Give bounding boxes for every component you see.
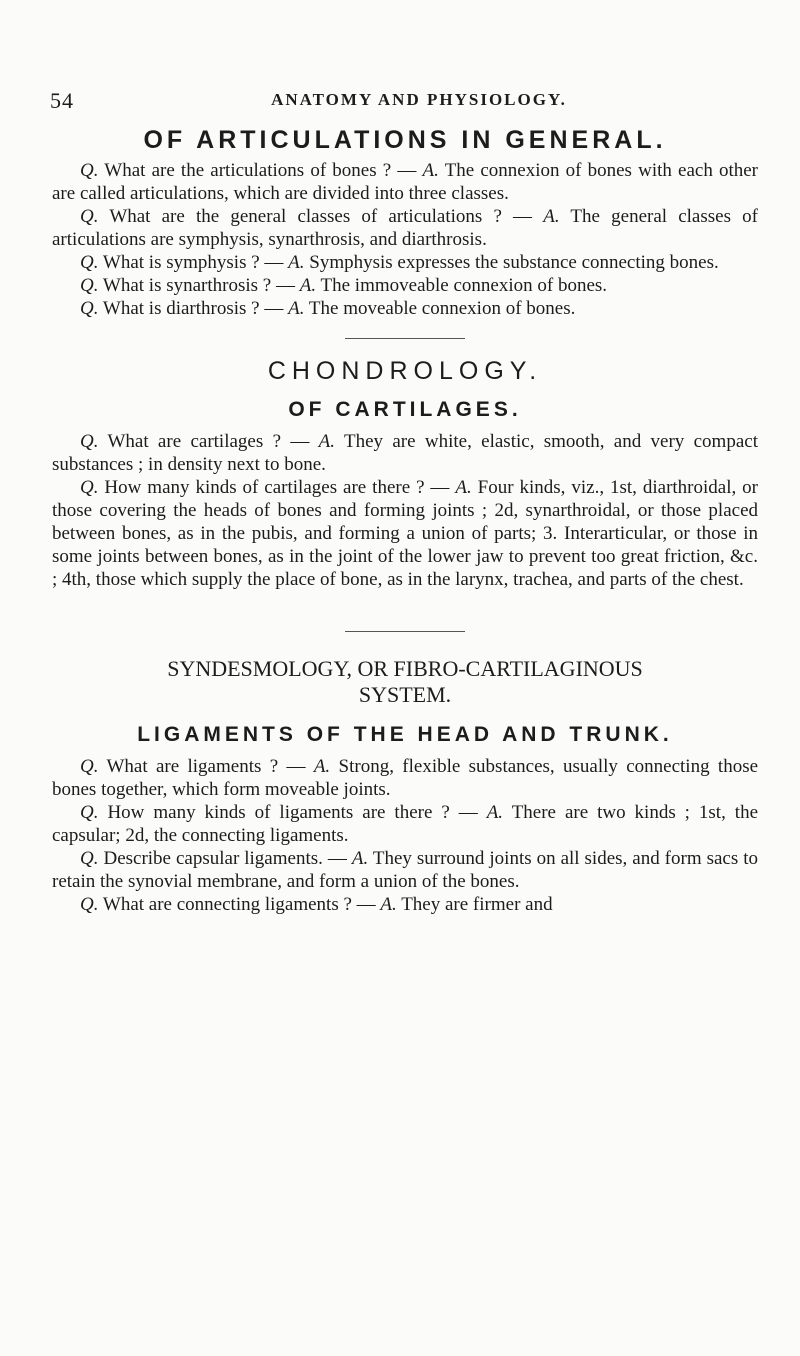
question-text: What are the general classes of articulations ? — — [109, 206, 533, 227]
question-marker: Q. — [80, 275, 99, 296]
qa-paragraph — [52, 274, 758, 297]
answer-text: They are white, elastic, smooth, and very compact substances ; in density next to bone. — [52, 431, 758, 475]
question-marker: Q. — [80, 893, 99, 915]
answer-marker: A. — [455, 477, 472, 498]
qa-paragraph — [52, 297, 758, 320]
qa-paragraph — [52, 430, 758, 476]
question-marker: Q. — [80, 206, 99, 227]
section-heading-chondrology: CHONDROLOGY. — [267, 357, 543, 385]
question-marker: Q. — [80, 298, 99, 319]
qa-paragraph — [52, 755, 758, 801]
answer-marker: A. — [486, 801, 504, 823]
page-number: 54 — [50, 88, 74, 113]
question-marker: Q. — [80, 252, 99, 273]
answer-text: The general classes of articulations are symphysis, synarthrosis, and diarthrosis. — [52, 206, 758, 250]
page-content — [52, 118, 758, 916]
question-marker: Q. — [80, 847, 99, 869]
answer-text: Strong, flexible substances, usually connecting those bones together, which form moveable joints. — [52, 755, 759, 800]
answer-text: The immoveable connexion of bones. — [320, 275, 608, 296]
section-heading-articulations: OF ARTICULATIONS IN GENERAL. — [143, 126, 667, 154]
question-marker: Q. — [80, 431, 99, 452]
answer-marker: A. — [318, 431, 336, 452]
question-text: How many kinds of ligaments are there ? — — [107, 801, 478, 823]
answer-marker: A. — [288, 252, 305, 273]
answer-marker: A. — [299, 275, 317, 296]
question-text: What are ligaments ? — — [106, 755, 306, 777]
answer-text: The connexion of bones with each other are called articulations, which are divided into three classes. — [52, 160, 758, 204]
section-divider — [345, 338, 465, 339]
answer-text: They are firmer and — [401, 893, 553, 915]
answer-text: Four kinds, viz., 1st, diarthroidal, or those covering the heads of bones and forming joints ; 2d, synarthroidal, or those placed between bones, as in the pubis, and forming a union of parts; 3. Interarticular, or those in some joints between bones, as in the joint of the lower jaw to prevent too great friction, &c. ; 4th, those which supply the place of bone, as in the larynx, trachea, and parts of the chest. — [52, 477, 759, 590]
question-marker: Q. — [80, 755, 99, 777]
answer-marker: A. — [351, 847, 369, 869]
question-text: How many kinds of cartilages are there ? — — [104, 477, 450, 498]
qa-paragraph — [52, 251, 758, 274]
answer-marker: A. — [422, 160, 439, 181]
answer-text: The moveable connexion of bones. — [308, 298, 576, 319]
answer-text: There are two kinds ; 1st, the capsular; 2d, the connecting ligaments. — [52, 801, 759, 846]
qa-paragraph — [52, 205, 758, 251]
question-text: What are cartilages ? — — [107, 431, 310, 452]
answer-marker: A. — [288, 298, 305, 319]
question-text: What is synarthrosis ? — — [102, 275, 295, 296]
answer-marker: A. — [543, 206, 560, 227]
answer-marker: A. — [313, 755, 331, 777]
subheading-ligaments: LIGAMENTS OF THE HEAD AND TRUNK. — [137, 722, 673, 746]
qa-paragraph — [52, 159, 758, 205]
answer-text: Symphysis expresses the substance connecting bones. — [309, 252, 719, 273]
section-heading-syndesmology-line2: SYSTEM. — [358, 682, 452, 708]
question-text: What is diarthrosis ? — — [102, 298, 284, 319]
subheading-cartilages: OF CARTILAGES. — [288, 398, 522, 421]
section-divider — [345, 631, 465, 632]
question-text: Describe capsular ligaments. — — [103, 847, 347, 869]
running-head: ANATOMY AND PHYSIOLOGY. — [271, 90, 567, 109]
section-heading-syndesmology: SYNDESMOLOGY, OR FIBRO-CARTILAGINOUS — [167, 656, 643, 681]
qa-paragraph — [52, 476, 758, 591]
answer-marker: A. — [380, 893, 397, 915]
question-text: What is symphysis ? — — [102, 252, 284, 273]
question-text: What are connecting ligaments ? — — [102, 893, 376, 915]
page-header — [50, 88, 760, 114]
question-marker: Q. — [80, 160, 99, 181]
qa-paragraph — [52, 847, 758, 893]
answer-text: They surround joints on all sides, and form sacs to retain the synovial membrane, and form a union of the bones. — [52, 847, 759, 892]
question-text: What are the articulations of bones ? — — [104, 160, 417, 181]
question-marker: Q. — [80, 801, 99, 823]
qa-paragraph — [52, 801, 758, 847]
qa-paragraph — [52, 893, 758, 916]
question-marker: Q. — [80, 477, 99, 498]
